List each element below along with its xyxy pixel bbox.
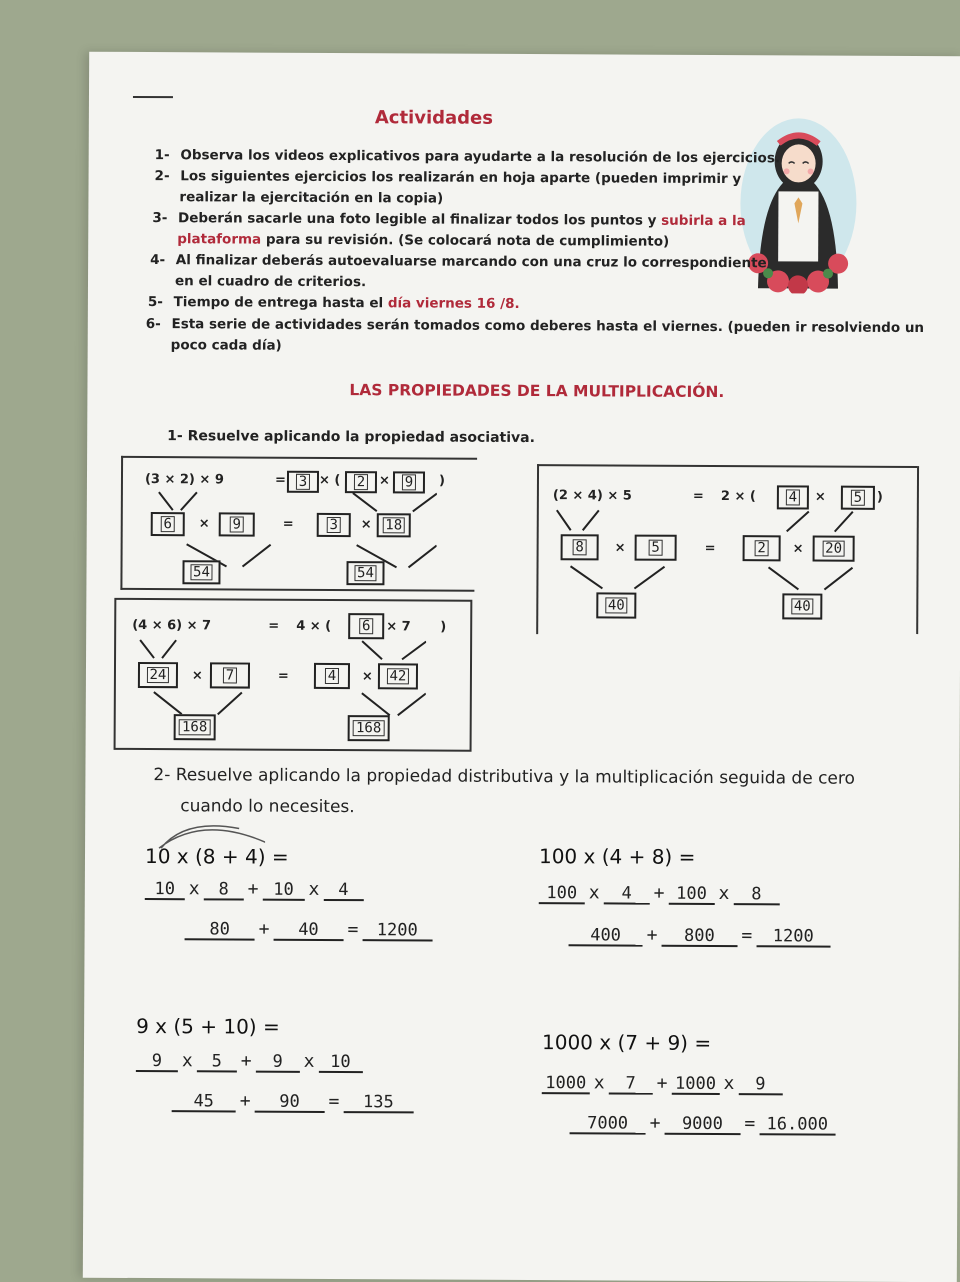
handwritten-answer: 1000 — [671, 1075, 719, 1095]
answer-box — [151, 512, 185, 536]
answer-value: 9 — [402, 474, 417, 490]
result-box — [174, 714, 216, 740]
distributive-step-1 — [539, 882, 780, 905]
instruction-highlight: subirla a la — [661, 212, 746, 230]
answer-box — [635, 535, 677, 561]
result-box — [182, 560, 220, 584]
handwritten-answer: 400 — [569, 926, 643, 946]
instruction-num: 5- — [147, 294, 163, 311]
answer-value: 4 — [786, 489, 801, 505]
times-sign: × — [361, 669, 373, 685]
result-value: 40 — [605, 597, 628, 613]
handwritten-answer: 5 — [197, 1052, 237, 1072]
instruction-text: poco cada día) — [170, 337, 282, 354]
frame-line — [536, 464, 539, 634]
handwritten-answer: 135 — [343, 1093, 413, 1113]
result-value: 40 — [791, 598, 814, 614]
instruction-highlight: plataforma — [177, 231, 262, 248]
answer-box — [348, 613, 384, 639]
equals-sign: = — [741, 925, 753, 947]
distributive-step-2 — [185, 918, 433, 941]
associative-left-expr: (2 × 4) × 5 — [552, 488, 632, 504]
answer-value: 9 — [229, 516, 244, 532]
times-sign: × — [360, 517, 372, 533]
plus-sign: + — [653, 882, 665, 904]
times-sign: × — [792, 541, 804, 557]
exercise-2-label-line2: cuando lo necesites. — [180, 796, 355, 818]
distributive-step-2 — [569, 924, 831, 947]
instruction-text: Tiempo de entrega hasta el — [173, 294, 388, 312]
times-sign: × — [814, 489, 826, 505]
times-sign: x — [588, 882, 600, 904]
exercise-2-label-line1: 2- Resuelve aplicando la propiedad distributiva y la multiplicación seguida de cero — [153, 765, 855, 789]
result-value: 54 — [354, 565, 377, 581]
instruction-text: para su revisión. (Se colocará nota de cumplimiento) — [261, 231, 670, 250]
answer-box — [287, 471, 319, 493]
distributive-step-2 — [570, 1112, 836, 1135]
plus-sign: + — [258, 918, 270, 940]
handwritten-answer: 1000 — [542, 1074, 590, 1094]
answer-box — [138, 662, 178, 688]
instruction-text: realizar la ejercitación en la copia) — [179, 189, 444, 207]
distributive-expression: 9 x (5 + 10) = — [136, 1013, 280, 1039]
times-sign: x — [181, 1050, 193, 1072]
handwritten-answer: 8 — [733, 885, 779, 905]
equals-sign: = — [282, 516, 294, 532]
equals-sign: = — [347, 919, 359, 941]
page-title: Actividades — [374, 107, 494, 129]
times-sign: x — [593, 1072, 605, 1094]
close-paren: ) — [876, 489, 883, 505]
answer-value: 2 — [754, 540, 769, 556]
frame-line — [120, 588, 474, 592]
result-box — [782, 593, 822, 619]
plus-sign: + — [247, 878, 259, 900]
associative-left-expr: (3 × 2) × 9 — [144, 472, 224, 488]
result-box — [348, 715, 390, 741]
times-sign: x — [308, 878, 320, 900]
handwritten-answer: 10 — [318, 1053, 362, 1073]
instruction-text: Deberán sacarle una foto legible al finalizar todos los puntos y — [178, 210, 662, 229]
handwritten-answer: 40 — [273, 921, 343, 941]
answer-value: 5 — [851, 490, 866, 506]
answer-box — [210, 662, 250, 688]
handwritten-answer: 90 — [255, 1093, 325, 1113]
result-box — [596, 592, 636, 618]
plus-sign: + — [656, 1072, 668, 1094]
times-sign: × — [198, 516, 210, 532]
answer-value: 8 — [572, 539, 587, 555]
distributive-expression: 100 x (4 + 8) = — [538, 844, 696, 869]
plus-sign: + — [649, 1112, 661, 1134]
close-paren: ) — [438, 473, 445, 489]
instruction-num: 2- — [154, 168, 170, 185]
handwritten-answer: 9 — [256, 1053, 300, 1073]
answer-box — [393, 471, 425, 493]
answer-box — [777, 485, 809, 509]
answer-value: 18 — [382, 517, 405, 533]
handwritten-answer: 9000 — [664, 1115, 740, 1135]
distributive-step-1 — [542, 1072, 783, 1095]
handwritten-answer: 7000 — [570, 1114, 646, 1134]
exercise-2-label — [153, 760, 855, 826]
equals-sign: = — [328, 1090, 340, 1113]
instruction-text: Observa los videos explicativos para ayudarte a la resolución de los ejercicios. — [180, 147, 781, 167]
result-value: 168 — [179, 719, 210, 735]
answer-box — [561, 534, 599, 560]
answer-box — [317, 513, 351, 537]
times-sign: x — [188, 878, 200, 900]
answer-box — [378, 663, 418, 689]
answer-value: 3 — [326, 517, 341, 533]
close-paren: ) — [440, 619, 447, 635]
answer-value: 4 — [325, 668, 340, 684]
answer-box — [743, 535, 781, 561]
answer-box — [813, 536, 855, 562]
instruction-text: Esta serie de actividades serán tomados como deberes hasta el viernes. (pueden ir resolviendo un — [171, 316, 925, 337]
answer-value: 20 — [822, 541, 845, 557]
equals-sign: = — [692, 488, 704, 504]
handwritten-answer: 45 — [172, 1092, 236, 1112]
instruction-4 — [150, 250, 767, 295]
worksheet-page — [83, 52, 960, 1282]
answer-value: 24 — [146, 667, 169, 683]
instruction-2 — [154, 166, 741, 211]
associative-right-open: 4 × ( — [296, 618, 332, 634]
answer-box — [314, 663, 350, 689]
instruction-num: 1- — [154, 147, 170, 164]
handwritten-answer: 800 — [661, 927, 737, 947]
handwritten-answer: 100 — [668, 885, 714, 905]
times-sign: x — [723, 1073, 735, 1095]
times-sign: × 7 — [386, 619, 411, 635]
instruction-text: en el cuadro de criterios. — [174, 273, 367, 291]
answer-value: 42 — [386, 668, 409, 684]
section-title: LAS PROPIEDADES DE LA MULTIPLICACIÓN. — [349, 381, 725, 402]
handwritten-answer: 4 — [604, 884, 650, 904]
instruction-text: Al finalizar deberás autoevaluarse marcando con una cruz lo correspondiente — [175, 252, 767, 272]
answer-value: 6 — [359, 618, 374, 634]
answer-value: 3 — [296, 474, 311, 490]
instruction-num: 3- — [152, 210, 168, 227]
instruction-num: 4- — [150, 252, 166, 269]
instruction-5 — [148, 292, 520, 315]
instruction-highlight: día viernes 16 /8. — [387, 295, 520, 312]
times-sign: × — [614, 540, 626, 556]
associative-left-expr: (4 × 6) × 7 — [132, 617, 212, 634]
answer-value: 7 — [223, 667, 238, 683]
answer-box — [219, 512, 255, 536]
frame-line — [916, 466, 919, 634]
handwritten-answer: 1200 — [756, 927, 830, 947]
exercise-1-label: 1- Resuelve aplicando la propiedad asociativa. — [167, 428, 536, 447]
handwritten-answer: 100 — [539, 884, 585, 904]
distributive-expression: 1000 x (7 + 9) = — [541, 1030, 712, 1055]
equals-sign: = — [277, 668, 289, 684]
times-sign: x — [303, 1050, 315, 1072]
plus-sign: + — [240, 1050, 252, 1072]
handwritten-answer: 9 — [136, 1052, 178, 1072]
result-value: 168 — [353, 720, 384, 736]
equals-sign: = — [704, 540, 716, 557]
handwritten-answer: 8 — [204, 880, 244, 900]
distributive-step-1 — [136, 1050, 363, 1073]
equals-sign: = — [274, 472, 286, 488]
frame-line — [537, 464, 917, 468]
answer-value: 5 — [648, 540, 663, 556]
equals-sign: = — [744, 1113, 756, 1135]
plus-sign: + — [239, 1090, 251, 1112]
result-box — [346, 561, 384, 585]
equals-sign: = — [268, 618, 280, 634]
associative-right-open: 2 × ( — [720, 489, 756, 505]
distributive-expression: 10 x (8 + 4) = — [144, 844, 289, 869]
distributive-step-1 — [145, 878, 364, 901]
times-sign: × — [378, 473, 390, 489]
handwritten-answer: 10 — [262, 881, 304, 901]
plus-sign: + — [646, 924, 658, 946]
answer-box — [377, 513, 411, 537]
instruction-6 — [146, 314, 924, 360]
times-sign: x — [718, 883, 730, 905]
answer-box — [345, 471, 377, 493]
result-value: 54 — [190, 564, 213, 580]
answer-value: 2 — [354, 474, 369, 490]
times-sign: × — [191, 668, 203, 684]
handwritten-answer: 16.000 — [759, 1115, 835, 1135]
top-mark — [133, 96, 173, 98]
handwritten-answer: 1200 — [362, 921, 432, 941]
handwritten-answer: 10 — [145, 880, 185, 900]
associative-right-open: × ( — [318, 472, 341, 489]
answer-box — [841, 486, 875, 510]
handwritten-answer: 80 — [185, 920, 255, 940]
answer-value: 6 — [160, 516, 175, 532]
distributive-step-2 — [172, 1090, 414, 1113]
handwritten-answer: 4 — [323, 881, 363, 901]
handwritten-answer: 9 — [738, 1075, 782, 1095]
instruction-num: 6- — [145, 316, 161, 333]
handwritten-answer: 7 — [609, 1074, 653, 1094]
instruction-text: Los siguientes ejercicios los realizarán en hoja aparte (pueden imprimir y — [180, 168, 742, 188]
instruction-3 — [152, 208, 746, 253]
